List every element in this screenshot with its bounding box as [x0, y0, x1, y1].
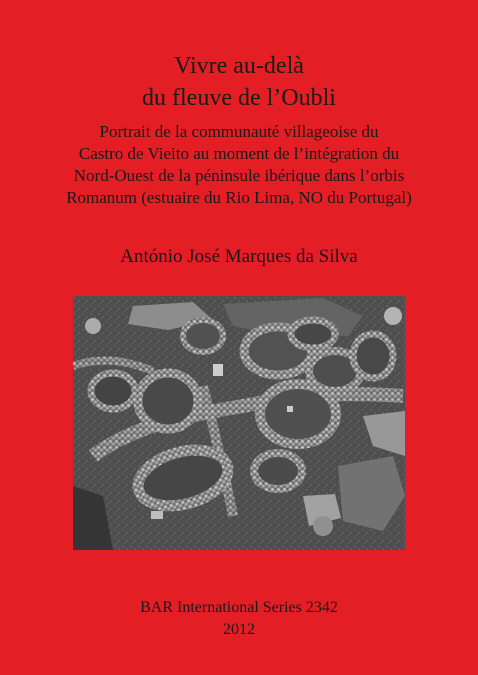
site-photo-illustration — [73, 296, 405, 550]
subtitle-line-3: Nord-Ouest de la péninsule ibérique dans l’orbis — [73, 166, 405, 185]
book-title — [0, 50, 478, 114]
subtitle-line-4: Romanum (estuaire du Rio Lima, NO du Portugal) — [66, 188, 412, 207]
publication-year: 2012 — [223, 621, 255, 638]
subtitle-line-1: Portrait de la communauté villageoise du — [99, 122, 379, 141]
title-line-1: Vivre au-delà — [174, 53, 304, 79]
subtitle-line-2: Castro de Vieito au moment de l’intégration du — [78, 144, 400, 163]
book-subtitle — [0, 121, 478, 209]
archaeological-site-photo — [73, 296, 405, 550]
author-name: António José Marques da Silva — [120, 246, 358, 267]
series-label: BAR International Series 2342 — [140, 599, 338, 616]
title-line-2: du fleuve de l’Oubli — [142, 85, 336, 111]
